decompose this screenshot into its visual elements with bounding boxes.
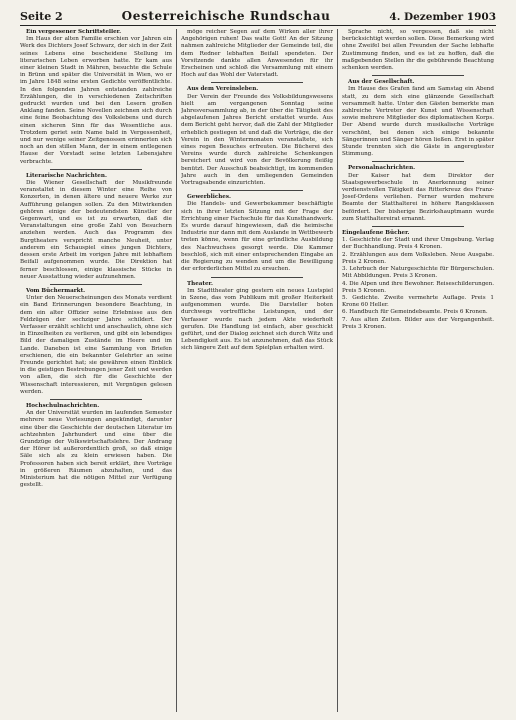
article-body: Der Verein der Freunde des Volksbildungswesens hielt am vergangenen Sonntag seine Jahresversammlung ab, in der über die Tätigkeit des abgelaufenen Jahres Bericht erstattet wurde. Aus dem Bericht geht hervor, daß die Zahl der Mitglieder erheblich gestiegen ist und daß die Vorträge, die der Verein in den Wintermonaten veranstaltete, sich eines regen Besuches erfreuten. Die Bücherei des Vereins wurde durch zahlreiche Schenkungen bereichert und wird von der Bevölkerung fleißig benützt. Der Ausschuß beabsichtigt, im kommenden Jahre auch in den umliegenden Gemeinden Vortragsabende einzurichten. [181, 93, 333, 187]
article-body: Unter den Neuerscheinungen des Monats verdient ein Band Erinnerungen besondere Beachtung, in dem ein alter Offizier seine Erlebnisse aus den Feldzügen der sechziger Jahre schildert. Der Verfasser erzählt schlicht und anschaulich, ohne sich in Einzelheiten zu verlieren, und gibt ein lebendiges Bild der damaligen Zustände im Heere und im Lande. Daneben ist eine Sammlung von Briefen erschienen, die ein bekannter Gelehrter an seine Freunde gerichtet hat; sie gewähren einen Einblick in die geistigen Bestrebungen jener Zeit und werden von allen, die sich für die Geschichte der Wissenschaft interessieren, mit Vergnügen gelesen werden. [20, 295, 172, 395]
article-section [342, 79, 494, 158]
article-heading: Literarische Nachrichten. [26, 172, 107, 179]
list-item: 7. Aus alten Zeiten. Bilder aus der Vergangenheit. Preis 3 Kronen. [342, 316, 494, 330]
section-separator [50, 284, 142, 285]
article-heading: Hochschulnachrichten. [26, 402, 100, 409]
column-divider [337, 29, 338, 712]
column-area [20, 29, 496, 712]
article-section [342, 29, 494, 72]
column-2 [181, 29, 333, 712]
article-section [181, 29, 333, 79]
article-section [181, 86, 333, 187]
article-body: An der Universität wurden im laufenden Semester mehrere neue Vorlesungen angekündigt, darunter eine über die Geschichte der deutschen Literatur im achtzehnten Jahrhundert und eine über die Grundzüge der Volkswirtschaftslehre. Der Andrang der Hörer ist außerordentlich groß, so daß einige Säle sich als zu klein erwiesen haben. Die Professoren haben sich bereit erklärt, ihre Vorträge in größeren Räumen abzuhalten, und das Ministerium hat die nötigen Mittel zur Verfügung gestellt. [20, 410, 172, 489]
article-heading: Eingelaufene Bücher. [342, 230, 410, 237]
article-body: Die Wiener Gesellschaft der Musikfreunde veranstaltet in diesem Winter eine Reihe von Konzerten, in denen ältere und neuere Werke zur Aufführung gelangen sollen. Zu den Mitwirkenden gehören einige der bedeutendsten Künstler der Gegenwart, und es ist zu erwarten, daß die Veranstaltungen eine große Zahl von Besuchern anziehen werden. Auch das Programm des Burgtheaters verspricht manche Neuheit, unter anderem ein Schauspiel eines jungen Dichters, dessen erste Arbeit im vorigen Jahre mit lebhaftem Beifall aufgenommen wurde. Die Direktion hat ferner beschlossen, einige klassische Stücke in neuer Ausstattung wieder aufzunehmen. [20, 180, 172, 280]
section-separator [211, 277, 303, 278]
section-separator [372, 161, 464, 162]
article-body: Im Haus der alten Familie erschien vor Jahren ein Werk des Dichters Josef Schwarz, der sich in der Zeit seines Lebens eine bescheidene Stellung im literarischen Leben erworben hatte. Er kam aus einer kleinen Stadt in Mähren, besuchte die Schule in Brünn und später die Universität in Wien, wo er im Jahre 1848 seine ersten Gedichte veröffentlichte. In den folgenden Jahren entstanden zahlreiche Erzählungen, die in verschiedenen Zeitschriften gedruckt wurden und bei den Lesern großen Anklang fanden. Seine Novellen zeichnen sich durch eine feine Beobachtung des Volkslebens und durch einen sicheren Sinn für das Wesentliche aus. Trotzdem geriet sein Name bald in Vergessenheit, und nur wenige seiner Zeitgenossen erinnerten sich noch an den stillen Mann, der in einem entlegenen Hause der Vorstadt seine letzten Lebensjahre verbrachte. [20, 36, 172, 165]
column-divider [176, 29, 177, 712]
section-separator [372, 226, 464, 227]
article-body: Im Hause des Grafen fand am Samstag ein Abend statt, zu dem sich eine glänzende Gesellschaft versammelt hatte. Unter den Gästen bemerkte man zahlreiche Vertreter der Kunst und Wissenschaft sowie mehrere Mitglieder des diplomatischen Korps. Der Abend wurde durch musikalische Vorträge verschönt, bei denen sich einige bekannte Sängerinnen und Sänger hören ließen. Erst in später Stunde trennten sich die Gäste in angeregtester Stimmung. [342, 86, 494, 158]
article-section [342, 230, 494, 331]
article-heading: Gewerbliches. [187, 194, 231, 201]
article-heading: Ein vergessener Schriftsteller. [26, 29, 122, 35]
article-body: Die Handels- und Gewerbekammer beschäftigte sich in ihrer letzten Sitzung mit der Frage der Errichtung einer Fachschule für das Kunsthandwerk. Es wurde darauf hingewiesen, daß die heimische Industrie nur dann mit dem Auslande in Wettbewerb treten könne, wenn für eine gründliche Ausbildung des Nachwuchses gesorgt werde. Die Kammer beschloß, sich mit einer entsprechenden Eingabe an die Regierung zu wenden und um die Bewilligung der erforderlichen Mittel zu ersuchen. [181, 201, 333, 273]
list-item: 1. Geschichte der Stadt und ihrer Umgebung. Verlag der Buchhandlung. Preis 4 Kronen. [342, 237, 494, 251]
list-item: 2. Erzählungen aus dem Volksleben. Neue Ausgabe. Preis 2 Kronen. [342, 251, 494, 265]
article-heading: Personalnachrichten. [348, 165, 416, 172]
article-heading: Theater. [187, 280, 213, 287]
column-1 [20, 29, 172, 712]
list-item: 5. Gedichte. Zweite vermehrte Auflage. Preis 1 Krone 60 Heller. [342, 294, 494, 309]
article-section [342, 165, 494, 223]
section-separator [211, 190, 303, 191]
section-separator [372, 75, 464, 76]
section-separator [211, 82, 303, 83]
article-body: Sprache nicht, so vergessen, daß sie nicht berücksichtigt werden sollen. Diese Bemerkung wird ohne Zweifel bei allen Freunden der Sache lebhafte Zustimmung finden, und es ist zu hoffen, daß die maßgebenden Stellen ihr die gebührende Beachtung schenken werden. [342, 29, 494, 72]
article-section [20, 288, 172, 396]
column-3 [342, 29, 494, 712]
article-heading: Aus der Gesellschaft. [348, 79, 415, 86]
article-body: Der Kaiser hat dem Direktor der Staatsgewerbeschule in Anerkennung seiner verdienstvollen Tätigkeit das Ritterkreuz des Franz-Josef-Ordens verliehen. Ferner wurden mehrere Beamte der Statthalterei in höhere Rangsklassen befördert. Der bisherige Bezirkshauptmann wurde zum Statthaltereirat ernannt. [342, 172, 494, 222]
section-separator [50, 399, 142, 400]
article-section [181, 194, 333, 273]
article-section [181, 281, 333, 353]
list-item: 3. Lehrbuch der Naturgeschichte für Bürgerschulen. Mit Abbildungen. Preis 3 Kronen. [342, 266, 494, 280]
article-body: möge reicher Segen auf dem Wirken aller ihrer Angehörigen ruhen! Das walte Gott! An der Sitzung nahmen zahlreiche Mitglieder der Gemeinde teil, die dem Redner lebhaften Beifall spendeten. Der Vorsitzende dankte allen Anwesenden für ihr Erscheinen und schloß die Versammlung mit einem Hoch auf das Wohl der Vaterstadt. [181, 29, 333, 79]
article-section [20, 403, 172, 489]
issue-date: 4. Dezember 1903 [389, 11, 496, 23]
section-separator [50, 169, 142, 170]
article-body: Im Stadttheater ging gestern ein neues Lustspiel in Szene, das vom Publikum mit großer Heiterkeit aufgenommen wurde. Die Darsteller boten durchwegs vortreffliche Leistungen, und der Verfasser wurde nach jedem Akte wiederholt gerufen. Die Handlung ist einfach, aber geschickt geführt, und der Dialog zeichnet sich durch Witz und Lebendigkeit aus. Es ist anzunehmen, daß das Stück sich längere Zeit auf dem Spielplan erhalten wird. [181, 287, 333, 352]
list-item: 4. Die Alpen und ihre Bewohner. Reiseschilderungen. Preis 5 Kronen. [342, 280, 494, 294]
article-section [20, 173, 172, 281]
list-item: 6. Handbuch für Gemeindebeamte. Preis 6 Kronen. [342, 309, 488, 316]
page-number: Seite 2 [20, 10, 63, 23]
article-heading: Vom Büchermarkt. [26, 287, 86, 294]
page-header [20, 8, 496, 26]
article-section [20, 29, 172, 166]
article-heading: Aus dem Vereinsleben. [187, 86, 259, 93]
journal-title: Oesterreichische Rundschau [121, 9, 331, 23]
